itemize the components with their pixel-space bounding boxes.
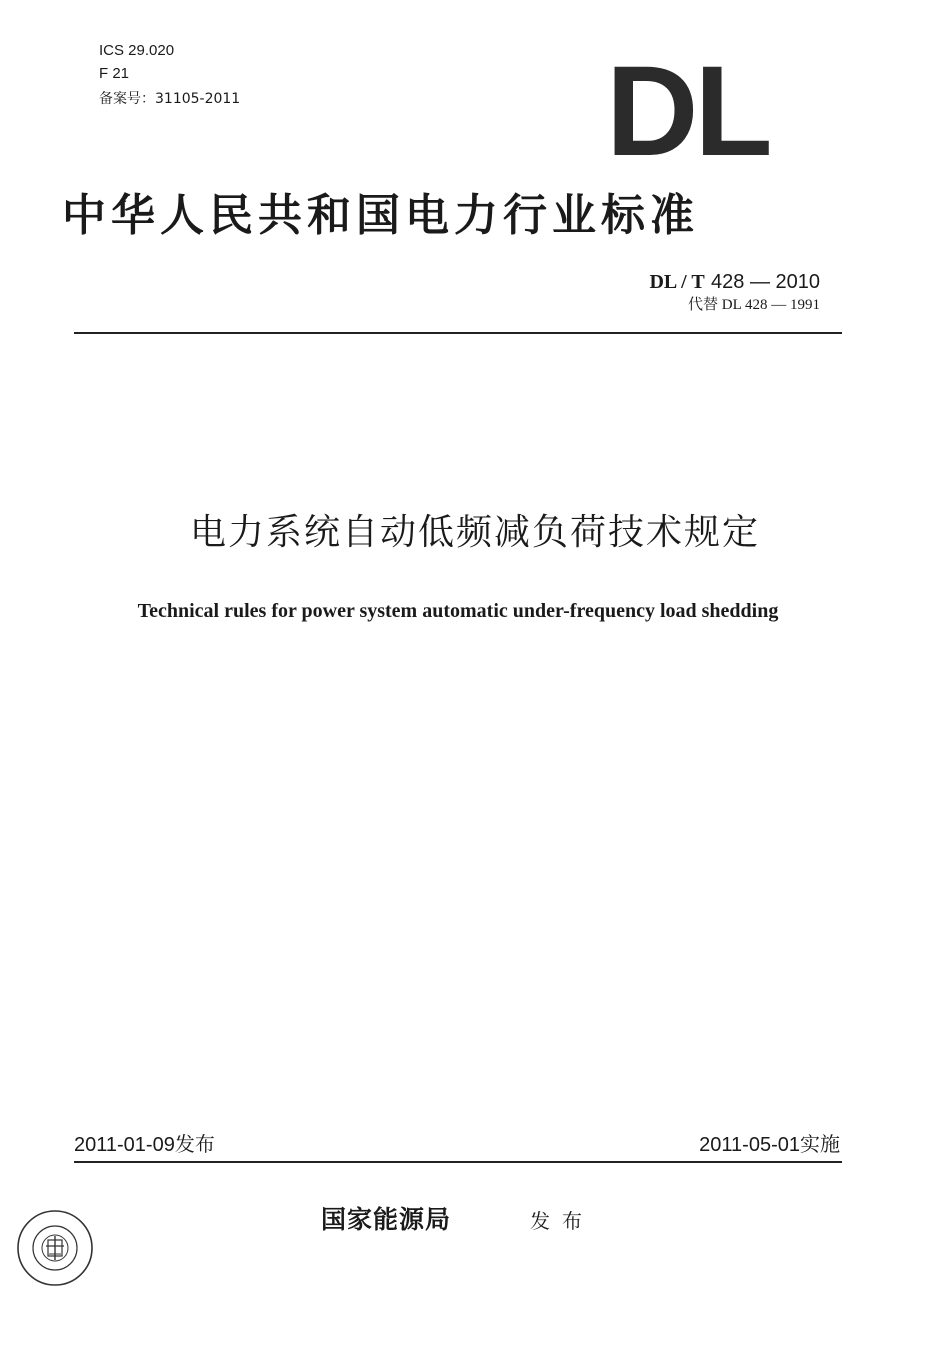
publish-label: 发布: [530, 1209, 594, 1233]
header-divider: [74, 332, 842, 334]
implementation-date: 2011-05-01实施: [699, 1134, 840, 1156]
ics-code: ICS 29.020: [99, 42, 175, 59]
standard-number-prefix: DL / T: [649, 271, 705, 293]
footer-divider: [74, 1161, 842, 1163]
standard-number-value: 428 — 2010: [711, 271, 820, 293]
document-title-chinese: 电力系统自动低频减负荷技术规定: [189, 512, 760, 553]
publisher-seal-icon: [15, 1208, 95, 1288]
document-title-english: Technical rules for power system automatic under-frequency load shedding: [137, 600, 779, 622]
replaces-standard: 代替 DL 428 — 1991: [688, 297, 820, 313]
issue-date: 2011-01-09发布: [74, 1134, 215, 1156]
publisher-name: 国家能源局: [321, 1205, 452, 1234]
standard-category-title: 中华人民共和国电力行业标准: [62, 190, 699, 241]
dl-logo: DL: [606, 64, 769, 160]
ccs-code: F 21: [99, 65, 130, 82]
record-number: 备案号：31105-2011: [99, 91, 241, 107]
standard-number: [649, 268, 820, 295]
